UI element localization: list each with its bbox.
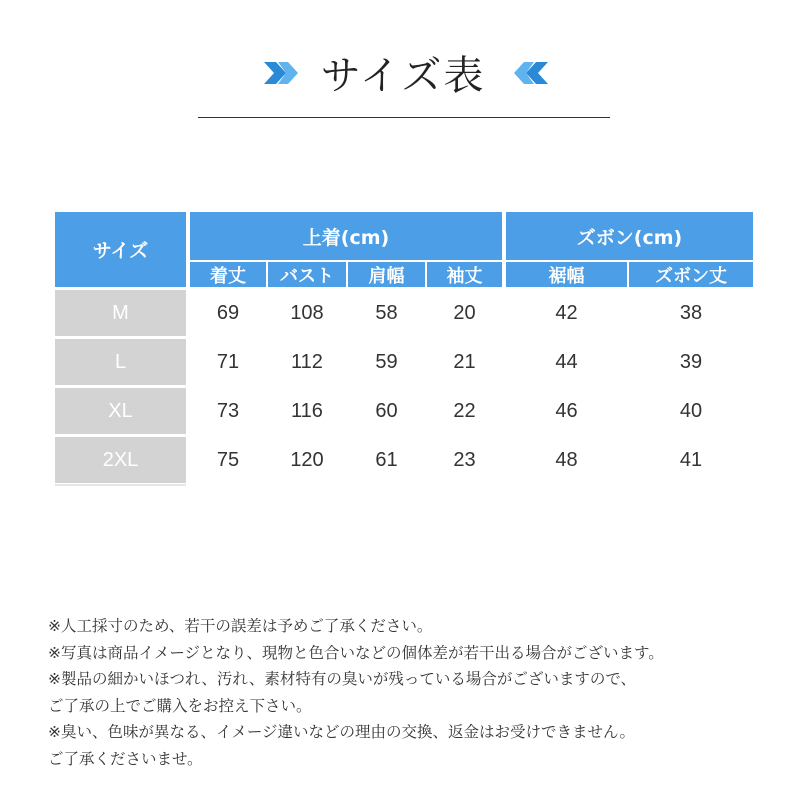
header-hem-width: 裾幅 [506, 262, 627, 287]
jacket-group-header: 上着(cm) [190, 212, 502, 260]
notes-section [48, 613, 788, 772]
table-cell: 120 [290, 448, 324, 471]
table-cell: 48 [555, 448, 578, 471]
table-cell: 42 [555, 301, 578, 324]
header-sleeve: 袖丈 [427, 262, 502, 287]
note-line: ※製品の細かいほつれ、汚れ、素材特有の臭いが残っている場合がございますので、 [48, 670, 637, 688]
table-cell: 75 [216, 448, 240, 471]
table-cell: 41 [679, 448, 703, 471]
table-cell: 58 [375, 301, 398, 324]
note-line: ご了承くださいませ。 [48, 749, 203, 768]
table-cell: 116 [291, 399, 323, 422]
note-line: ※写真は商品イメージとなり、現物と色合いなどの個体差が若干出る場合がございます。 [48, 643, 664, 662]
header-shoulder: 肩幅 [348, 262, 425, 287]
table-cell: 69 [216, 301, 240, 324]
size-label: 2XL [55, 437, 186, 483]
page-title: サイズ表 [320, 53, 486, 99]
table-cell: 39 [679, 350, 703, 373]
table-cell: 112 [291, 350, 323, 373]
header-length: 着丈 [190, 262, 266, 287]
table-cell: 59 [375, 350, 398, 373]
size-label: M [55, 290, 186, 336]
table-cell: 23 [453, 448, 476, 471]
table-bottom-divider [55, 484, 186, 486]
table-cell: 44 [555, 350, 578, 373]
header-bust: バスト [268, 262, 346, 287]
table-cell: 38 [679, 301, 703, 324]
table-cell: 108 [290, 301, 324, 324]
table-cell: 22 [453, 399, 476, 422]
table-cell: 73 [216, 399, 240, 422]
note-line: ※人工採寸のため、若干の誤差は予めご了承ください。 [48, 617, 433, 635]
header-pants-length: ズボン丈 [629, 262, 753, 287]
size-label: L [55, 339, 186, 385]
pants-group-header: ズボン(cm) [506, 212, 753, 260]
table-cell: 40 [679, 399, 703, 422]
table-cell: 61 [375, 448, 398, 471]
note-line: ご了承の上でご購入をお控え下さい。 [48, 696, 312, 715]
table-cell: 46 [555, 399, 578, 422]
table-cell: 71 [216, 350, 240, 373]
table-cell: 60 [375, 399, 398, 422]
note-line: ※臭い、色味が異なる、イメージ違いなどの理由の交換、返金はお受けできません。 [48, 723, 635, 741]
table-cell: 20 [453, 301, 476, 324]
table-cell: 21 [453, 350, 476, 373]
size-label: XL [55, 388, 186, 434]
size-column-header: サイズ [55, 212, 186, 287]
